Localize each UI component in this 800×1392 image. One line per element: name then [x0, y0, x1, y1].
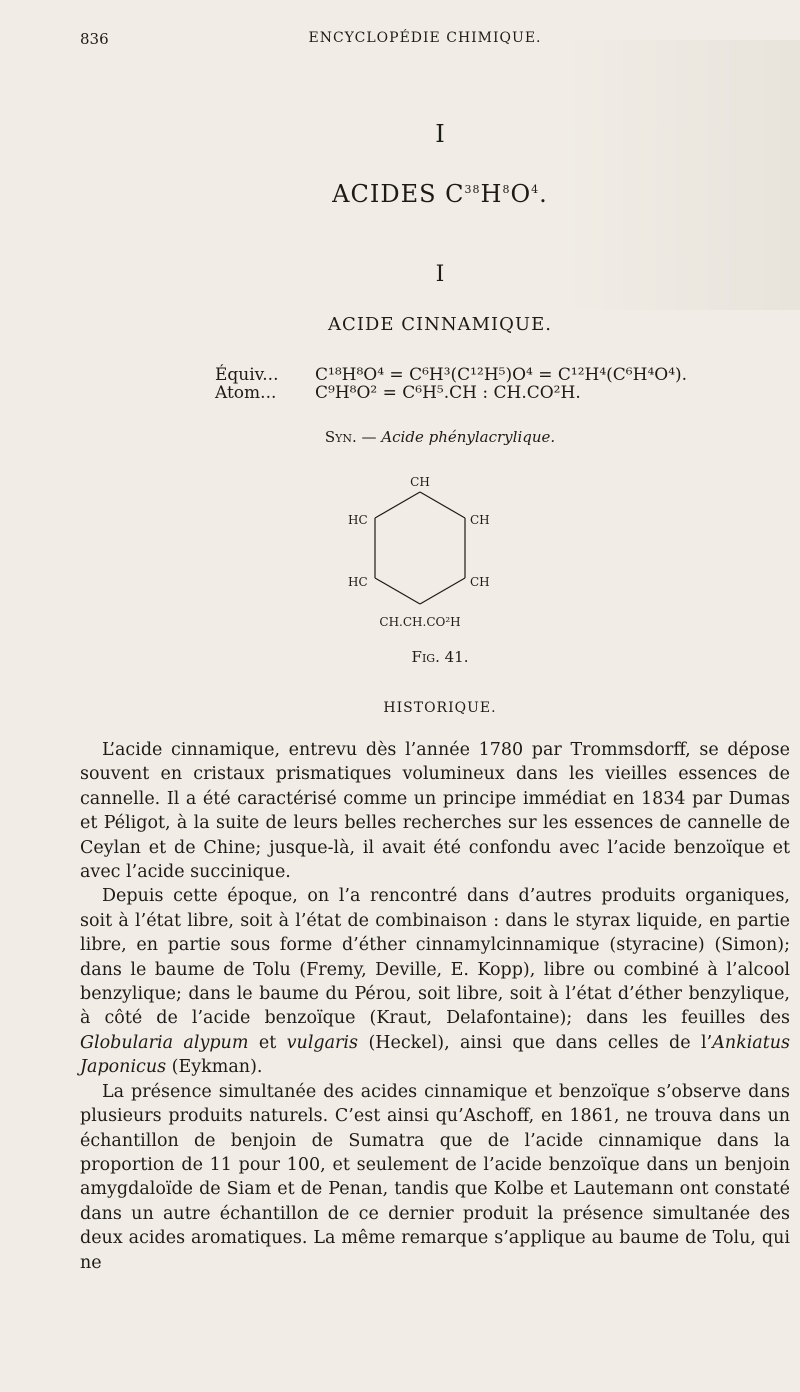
body-text	[80, 738, 790, 1275]
running-title: ENCYCLOPÉDIE CHIMIQUE.	[308, 30, 542, 46]
historique-heading: HISTORIQUE.	[383, 700, 497, 716]
equiv-label: Équiv...	[215, 365, 279, 385]
structure-label-lower-right: CH	[470, 575, 490, 589]
synonym-label: Syn.	[324, 428, 357, 446]
figure-caption: Fig. 41.	[411, 648, 469, 666]
page-header	[80, 30, 770, 52]
synonym-value: Acide phénylacrylique.	[381, 428, 556, 446]
equivalent-formula	[215, 365, 687, 385]
structure-label-upper-left: HC	[348, 513, 368, 527]
structure-label-upper-right: CH	[470, 513, 490, 527]
atom-label: Atom...	[215, 383, 277, 403]
acid-name-heading: ACIDE CINNAMIQUE.	[328, 314, 552, 335]
atom-formula: C⁹H⁸O² = C⁶H⁵.CH : CH.CO²H.	[315, 383, 581, 403]
structure-label-lower-left: HC	[348, 575, 368, 589]
paragraph-2: Depuis cette époque, on l’a rencontré dans d’autres produits organiques, soit à l’état libre, soit à l’état de combinaison : dans le styrax liquide, en partie libre, en partie sous forme d’éther cinnamylcinnamique (styracine) (Simon); dans le baume de Tolu (Fremy, Deville, E. Kopp), libre ou combiné à l’alcool benzylique; dans le baume du Pérou, soit libre, soit à l’état d’éther benzylique, à côté de l’acide benzoïque (Kraut, Delafontaine); dans les feuilles des Globularia alypum et vulgaris (Heckel), ainsi que dans celles de l’Ankiatus Japonicus (Eykman).	[80, 886, 791, 1078]
acids-title: ACIDES $C^{38}H^8O^4$.	[332, 180, 548, 208]
atomic-formula	[215, 383, 581, 403]
synonym-line: Syn. — Acide phénylacrylique.	[324, 428, 556, 446]
structure-label-top: CH	[410, 475, 430, 489]
structure-label-bottom: CH.CH.CO²H	[379, 615, 461, 629]
section-number: I	[435, 120, 445, 148]
benzene-ring-structure	[320, 470, 520, 640]
equiv-formula: C¹⁸H⁸O⁴ = C⁶H³(C¹²H⁵)O⁴ = C¹²H⁴(C⁶H⁴O⁴).	[315, 365, 688, 385]
page-number: 836	[80, 30, 109, 48]
subsection-number: I	[435, 262, 445, 287]
paragraph-3: La présence simultanée des acides cinnamique et benzoïque s’observe dans plusieurs produits naturels. C’est ainsi qu’Aschoff, en 1861, ne trouva dans un échantillon de benjoin de Sumatra que de l’acide cinnamique dans la proportion de 11 pour 100, et seulement de l’acide benzoïque dans un benjoin amygdaloïde de Siam et de Penan, tandis que Kolbe et Lautemann ont constaté dans un autre échantillon de ce dernier produit la présence simultanée des deux acides aromatiques. La même remarque s’applique au baume de Tolu, qui ne	[80, 1081, 790, 1273]
paragraph-1: L’acide cinnamique, entrevu dès l’année 1780 par Trommsdorff, se dépose souvent en cristaux prismatiques volumineux dans les vieilles essences de cannelle. Il a été caractérisé comme un principe immédiat en 1834 par Dumas et Péligot, à la suite de leurs belles recherches sur les essences de cannelle de Ceylan et de Chine; jusque-là, il avait été confondu avec l’acide benzoïque et avec l’acide succinique.	[80, 740, 790, 883]
